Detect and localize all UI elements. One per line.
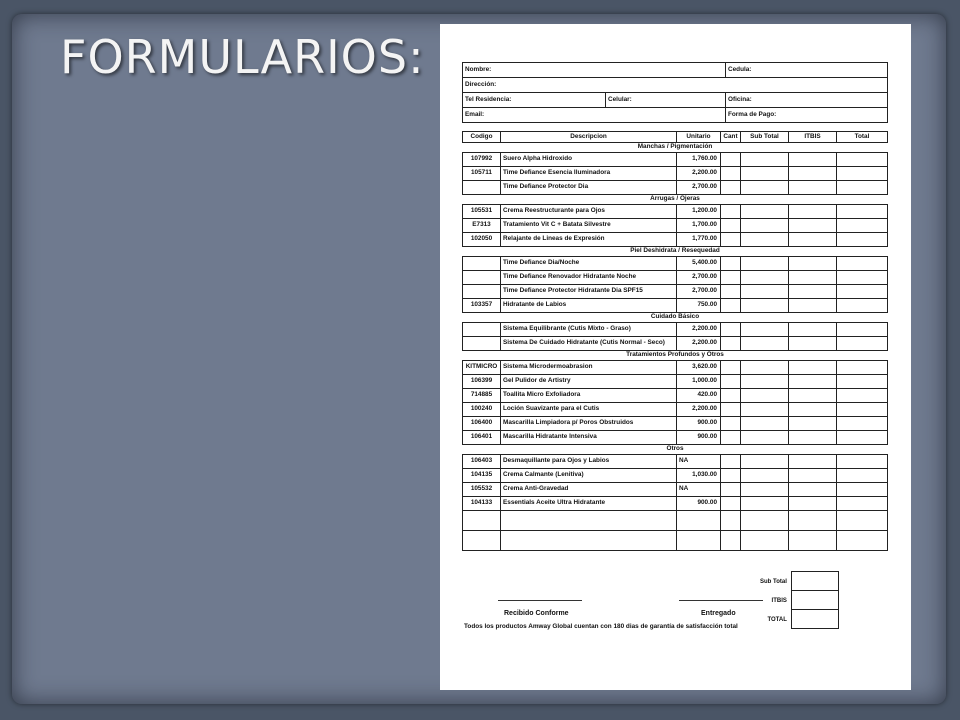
quantity-cell[interactable]	[721, 403, 741, 417]
email-field[interactable]: Email:	[463, 108, 726, 123]
quantity-cell[interactable]	[721, 417, 741, 431]
table-row	[463, 389, 888, 403]
product-code	[463, 181, 501, 195]
subtotal-cell[interactable]	[741, 219, 789, 233]
column-header: Cant	[721, 132, 741, 143]
quantity-cell[interactable]	[721, 153, 741, 167]
total-cell[interactable]	[837, 389, 888, 403]
product-code: 104135	[463, 469, 501, 483]
total-cell[interactable]	[837, 153, 888, 167]
product-description: Gel Pulidor de Artistry	[501, 375, 677, 389]
product-unit-price: 1,030.00	[677, 469, 721, 483]
total-cell[interactable]	[837, 469, 888, 483]
total-cell[interactable]	[837, 167, 888, 181]
product-description: Time Defiance Renovador Hidratante Noche	[501, 271, 677, 285]
product-unit-price: 5,400.00	[677, 257, 721, 271]
product-description: Sistema Microdermoabrasion	[501, 361, 677, 375]
quantity-cell[interactable]	[721, 233, 741, 247]
total-cell[interactable]	[837, 323, 888, 337]
quantity-cell[interactable]	[721, 167, 741, 181]
product-code: 106403	[463, 455, 501, 469]
itbis-cell[interactable]	[789, 167, 837, 181]
product-description: Toallita Micro Exfoliadora	[501, 389, 677, 403]
table-row	[463, 299, 888, 313]
column-header: Unitario	[677, 132, 721, 143]
total-cell[interactable]	[837, 361, 888, 375]
section-row	[463, 313, 888, 323]
product-description: Crema Reestructurante para Ojos	[501, 205, 677, 219]
total-cell[interactable]	[837, 205, 888, 219]
delivered-signature-label: Entregado	[701, 610, 736, 617]
product-code: 100240	[463, 403, 501, 417]
product-code: 106401	[463, 431, 501, 445]
itbis-cell[interactable]	[789, 469, 837, 483]
quantity-cell[interactable]	[721, 219, 741, 233]
total-cell[interactable]	[837, 455, 888, 469]
table-row	[463, 455, 888, 469]
product-description[interactable]	[501, 511, 677, 531]
section-title: Tratamientos Profundos y Otros	[463, 351, 888, 361]
itbis-cell[interactable]	[789, 431, 837, 445]
section-title: Otros	[463, 445, 888, 455]
total-cell[interactable]	[837, 181, 888, 195]
product-code	[463, 285, 501, 299]
section-title: Arrugas / Ojeras	[463, 195, 888, 205]
subtotal-cell[interactable]	[741, 417, 789, 431]
itbis-box[interactable]	[791, 590, 839, 610]
product-description: Mascarilla Limpiadora p/ Poros Obstruidos	[501, 417, 677, 431]
itbis-cell[interactable]	[789, 233, 837, 247]
itbis-cell[interactable]	[789, 403, 837, 417]
product-code: 106400	[463, 417, 501, 431]
product-code: 103357	[463, 299, 501, 313]
products-table	[462, 131, 888, 551]
table-row	[463, 375, 888, 389]
product-unit-price: 1,700.00	[677, 219, 721, 233]
subtotal-cell[interactable]	[741, 511, 789, 531]
received-signature-line[interactable]	[498, 600, 582, 601]
itbis-cell[interactable]	[789, 511, 837, 531]
product-code: E7313	[463, 219, 501, 233]
subtotal-cell[interactable]	[741, 361, 789, 375]
section-row	[463, 351, 888, 361]
total-cell[interactable]	[837, 219, 888, 233]
product-unit-price[interactable]	[677, 511, 721, 531]
product-code[interactable]	[463, 511, 501, 531]
subtotal-cell[interactable]	[741, 285, 789, 299]
product-description: Suero Alpha Hidroxido	[501, 153, 677, 167]
quantity-cell[interactable]	[721, 497, 741, 511]
total-label: TOTAL	[767, 616, 787, 623]
itbis-cell[interactable]	[789, 455, 837, 469]
product-unit-price: 2,200.00	[677, 323, 721, 337]
delivered-signature-line[interactable]	[679, 600, 763, 601]
table-row	[463, 285, 888, 299]
subtotal-cell[interactable]	[741, 455, 789, 469]
itbis-cell[interactable]	[789, 181, 837, 195]
product-unit-price: 2,700.00	[677, 181, 721, 195]
subtotal-row	[760, 572, 839, 591]
subtotal-cell[interactable]	[741, 337, 789, 351]
subtotal-cell[interactable]	[741, 323, 789, 337]
quantity-cell[interactable]	[721, 361, 741, 375]
itbis-cell[interactable]	[789, 219, 837, 233]
total-cell[interactable]	[837, 403, 888, 417]
order-form	[462, 62, 887, 551]
products-table-body	[463, 143, 888, 551]
product-unit-price: 1,770.00	[677, 233, 721, 247]
product-description: Time Defiance Protector Hidratante Dia SPF15	[501, 285, 677, 299]
table-row	[463, 483, 888, 497]
subtotal-cell[interactable]	[741, 205, 789, 219]
guarantee-footer: Todos los productos Amway Global cuentan con 180 dias de garantía de satisfacción total	[464, 623, 738, 630]
product-description: Tratamiento Vit C + Batata Silvestre	[501, 219, 677, 233]
product-description: Time Defiance Esencia Iluminadora	[501, 167, 677, 181]
column-header: Sub Total	[741, 132, 789, 143]
product-code: KITMICRO	[463, 361, 501, 375]
table-row	[463, 271, 888, 285]
table-row	[463, 337, 888, 351]
product-unit-price: NA	[677, 483, 721, 497]
product-description: Hidratante de Labios	[501, 299, 677, 313]
table-row	[463, 431, 888, 445]
itbis-cell[interactable]	[789, 497, 837, 511]
product-description: Crema Anti-Gravedad	[501, 483, 677, 497]
product-unit-price: 900.00	[677, 497, 721, 511]
subtotal-cell[interactable]	[741, 153, 789, 167]
subtotal-cell[interactable]	[741, 181, 789, 195]
product-description: Desmaquillante para Ojos y Labios	[501, 455, 677, 469]
total-cell[interactable]	[837, 531, 888, 551]
table-row	[463, 469, 888, 483]
itbis-cell[interactable]	[789, 361, 837, 375]
product-code	[463, 337, 501, 351]
product-unit-price: 2,200.00	[677, 167, 721, 181]
subtotal-cell[interactable]	[741, 431, 789, 445]
total-box[interactable]	[791, 609, 839, 629]
section-title: Cuidado Básico	[463, 313, 888, 323]
itbis-cell[interactable]	[789, 285, 837, 299]
table-row	[463, 167, 888, 181]
subtotal-cell[interactable]	[741, 389, 789, 403]
products-table-header	[463, 132, 888, 143]
quantity-cell[interactable]	[721, 375, 741, 389]
subtotal-cell[interactable]	[741, 469, 789, 483]
total-cell[interactable]	[837, 285, 888, 299]
product-unit-price: 900.00	[677, 417, 721, 431]
quantity-cell[interactable]	[721, 271, 741, 285]
customer-info-table	[462, 62, 888, 123]
address-field[interactable]: Dirección:	[463, 78, 888, 93]
itbis-cell[interactable]	[789, 153, 837, 167]
product-code[interactable]	[463, 531, 501, 551]
total-cell[interactable]	[837, 337, 888, 351]
slide-title: FORMULARIOS:	[60, 30, 425, 84]
quantity-cell[interactable]	[721, 455, 741, 469]
product-unit-price: 1,200.00	[677, 205, 721, 219]
table-row	[463, 233, 888, 247]
subtotal-cell[interactable]	[741, 257, 789, 271]
product-code: 107992	[463, 153, 501, 167]
product-unit-price: 1,000.00	[677, 375, 721, 389]
subtotal-box[interactable]	[791, 571, 839, 591]
quantity-cell[interactable]	[721, 257, 741, 271]
itbis-cell[interactable]	[789, 417, 837, 431]
product-code: 105711	[463, 167, 501, 181]
home-phone-field[interactable]: Tel Residencia:	[463, 93, 606, 108]
totals-block	[760, 572, 839, 629]
quantity-cell[interactable]	[721, 181, 741, 195]
product-code: 104133	[463, 497, 501, 511]
product-unit-price: 750.00	[677, 299, 721, 313]
total-row	[760, 610, 839, 629]
blank-row	[463, 531, 888, 551]
product-code: 106399	[463, 375, 501, 389]
product-code: 105532	[463, 483, 501, 497]
table-row	[463, 205, 888, 219]
quantity-cell[interactable]	[721, 205, 741, 219]
payment-method-field[interactable]: Forma de Pago:	[726, 108, 888, 123]
subtotal-cell[interactable]	[741, 233, 789, 247]
product-description: Sistema De Cuidado Hidratante (Cutis Normal - Seco)	[501, 337, 677, 351]
itbis-row	[760, 591, 839, 610]
product-code: 105531	[463, 205, 501, 219]
subtotal-cell[interactable]	[741, 271, 789, 285]
section-title: Piel Deshidrata / Resequedad	[463, 247, 888, 257]
quantity-cell[interactable]	[721, 469, 741, 483]
subtotal-cell[interactable]	[741, 497, 789, 511]
table-row	[463, 257, 888, 271]
product-unit-price: 900.00	[677, 431, 721, 445]
table-row	[463, 497, 888, 511]
total-cell[interactable]	[837, 233, 888, 247]
quantity-cell[interactable]	[721, 337, 741, 351]
quantity-cell[interactable]	[721, 299, 741, 313]
product-description: Relajante de Lineas de Expresión	[501, 233, 677, 247]
total-cell[interactable]	[837, 417, 888, 431]
column-header: Total	[837, 132, 888, 143]
product-code	[463, 271, 501, 285]
section-row	[463, 445, 888, 455]
total-cell[interactable]	[837, 511, 888, 531]
quantity-cell[interactable]	[721, 511, 741, 531]
product-unit-price: 2,200.00	[677, 403, 721, 417]
section-title: Manchas / Pigmentación	[463, 143, 888, 153]
itbis-cell[interactable]	[789, 483, 837, 497]
itbis-cell[interactable]	[789, 337, 837, 351]
product-description: Mascarilla Hidratante Intensiva	[501, 431, 677, 445]
subtotal-cell[interactable]	[741, 483, 789, 497]
section-row	[463, 195, 888, 205]
product-description: Loción Suavizante para el Cutis	[501, 403, 677, 417]
total-cell[interactable]	[837, 375, 888, 389]
itbis-cell[interactable]	[789, 205, 837, 219]
itbis-cell[interactable]	[789, 323, 837, 337]
product-description: Sistema Equilibrante (Cutis Mixto - Graso)	[501, 323, 677, 337]
quantity-cell[interactable]	[721, 431, 741, 445]
cedula-field[interactable]: Cedula:	[726, 63, 888, 78]
itbis-cell[interactable]	[789, 531, 837, 551]
subtotal-cell[interactable]	[741, 375, 789, 389]
subtotal-cell[interactable]	[741, 167, 789, 181]
total-cell[interactable]	[837, 299, 888, 313]
itbis-cell[interactable]	[789, 375, 837, 389]
product-unit-price: 2,200.00	[677, 337, 721, 351]
itbis-cell[interactable]	[789, 389, 837, 403]
received-signature-label: Recibido Conforme	[504, 610, 569, 617]
itbis-cell[interactable]	[789, 299, 837, 313]
quantity-cell[interactable]	[721, 285, 741, 299]
itbis-cell[interactable]	[789, 257, 837, 271]
subtotal-cell[interactable]	[741, 299, 789, 313]
product-unit-price[interactable]	[677, 531, 721, 551]
column-header: Descripcion	[501, 132, 677, 143]
product-description: Time Defiance Dia/Noche	[501, 257, 677, 271]
table-row	[463, 181, 888, 195]
table-row	[463, 361, 888, 375]
table-row	[463, 417, 888, 431]
quantity-cell[interactable]	[721, 389, 741, 403]
subtotal-cell[interactable]	[741, 403, 789, 417]
product-description: Time Defiance Protector Dia	[501, 181, 677, 195]
table-row	[463, 323, 888, 337]
order-form-document	[440, 24, 911, 690]
total-cell[interactable]	[837, 431, 888, 445]
product-unit-price: 420.00	[677, 389, 721, 403]
product-code	[463, 323, 501, 337]
total-cell[interactable]	[837, 257, 888, 271]
product-code	[463, 257, 501, 271]
subtotal-label: Sub Total	[760, 578, 787, 585]
quantity-cell[interactable]	[721, 323, 741, 337]
product-unit-price: 2,700.00	[677, 271, 721, 285]
table-row	[463, 153, 888, 167]
quantity-cell[interactable]	[721, 531, 741, 551]
itbis-label: ITBIS	[771, 597, 787, 604]
total-cell[interactable]	[837, 271, 888, 285]
product-unit-price: 2,700.00	[677, 285, 721, 299]
quantity-cell[interactable]	[721, 483, 741, 497]
product-code: 102050	[463, 233, 501, 247]
product-unit-price: 3,620.00	[677, 361, 721, 375]
total-cell[interactable]	[837, 483, 888, 497]
section-row	[463, 247, 888, 257]
product-description[interactable]	[501, 531, 677, 551]
total-cell[interactable]	[837, 497, 888, 511]
blank-row	[463, 511, 888, 531]
product-code: 714885	[463, 389, 501, 403]
cellphone-field[interactable]: Celular:	[606, 93, 726, 108]
itbis-cell[interactable]	[789, 271, 837, 285]
product-description: Crema Calmante (Lenitiva)	[501, 469, 677, 483]
table-row	[463, 219, 888, 233]
subtotal-cell[interactable]	[741, 531, 789, 551]
section-row	[463, 143, 888, 153]
column-header: Codigo	[463, 132, 501, 143]
product-unit-price: NA	[677, 455, 721, 469]
table-row	[463, 403, 888, 417]
name-field[interactable]: Nombre:	[463, 63, 726, 78]
office-field[interactable]: Oficina:	[726, 93, 888, 108]
column-header: ITBIS	[789, 132, 837, 143]
product-unit-price: 1,760.00	[677, 153, 721, 167]
product-description: Essentials Aceite Ultra Hidratante	[501, 497, 677, 511]
